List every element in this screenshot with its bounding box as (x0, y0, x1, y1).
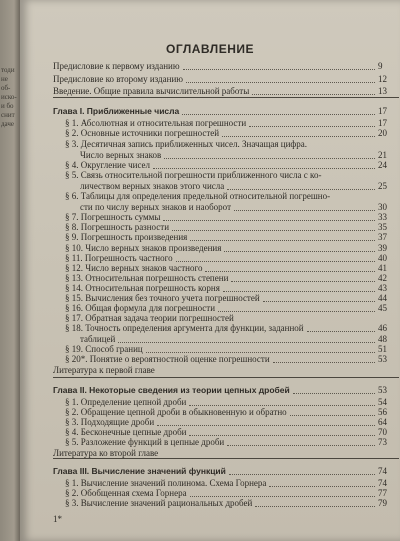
dot-leader (118, 334, 375, 343)
toc-page-number: 21 (378, 150, 387, 160)
dot-leader (293, 385, 375, 394)
toc-page-number: 17 (378, 118, 387, 128)
dot-leader (227, 437, 375, 446)
toc-entry: § 10. Число верных знаков произведения (65, 243, 222, 253)
toc-entry: Литература к первой главе (53, 365, 155, 375)
toc-page-number: 33 (378, 212, 387, 222)
toc-page-number: 40 (378, 253, 387, 263)
toc-page-number: 12 (378, 74, 387, 84)
toc-page-number: 54 (378, 397, 387, 407)
toc-page-number: 25 (378, 181, 387, 191)
toc-chapter-heading: Глава II. Некоторые сведения из теории цепных дробей (53, 385, 290, 395)
toc-entry: § 17. Обратная задача теории погрешностей (65, 313, 234, 323)
previous-page-text: тоди (1, 66, 15, 74)
dot-leader (190, 232, 375, 241)
toc-entry: § 6. Таблицы для определения предельной относительной погрешно- (65, 191, 331, 201)
toc-entry: § 8. Погрешность разности (65, 222, 170, 232)
toc-page-number: 41 (378, 263, 387, 273)
dot-leader (182, 106, 375, 115)
page-title: ОГЛАВЛЕНИЕ (165, 42, 254, 56)
previous-page-text: даче (1, 120, 15, 128)
toc-page-number: 74 (378, 466, 387, 476)
toc-page-number: 48 (378, 334, 387, 344)
toc-entry: § 1. Абсолютная и относительная погрешности (65, 118, 247, 128)
dot-leader (263, 293, 375, 302)
dot-leader (234, 202, 375, 211)
toc-page-number: 64 (378, 417, 387, 427)
dot-leader (307, 323, 375, 332)
toc-entry: § 2. Обращение цепной дроби в обыкновенную и обратно (65, 407, 287, 417)
toc-page-number: 79 (378, 498, 387, 508)
previous-page-text: об- (1, 84, 11, 92)
dot-leader (189, 397, 375, 406)
dot-leader (227, 181, 375, 190)
toc-entry: Литература ко второй главе (53, 448, 159, 458)
toc-entry: § 4. Округление чисел (65, 160, 151, 170)
dot-leader (224, 243, 375, 252)
dot-leader (231, 273, 375, 282)
toc-entry: § 18. Точность определения аргумента для функции, заданной (65, 323, 304, 333)
toc-chapter-heading: Глава III. Вычисление значений функций (53, 466, 226, 476)
toc-entry: § 4. Бесконечные цепные дроби (65, 427, 187, 437)
dot-leader (183, 61, 375, 70)
toc-page-number: 51 (378, 344, 387, 354)
toc-chapter-heading: Глава I. Приближенные числа (53, 106, 180, 116)
toc-entry: § 7. Погрешность суммы (65, 212, 161, 222)
toc-entry: § 1. Вычисление значений полинома. Схема Горнера (65, 478, 267, 488)
toc-entry: § 16. Общая формула для погрешности (65, 303, 216, 313)
dot-leader (255, 498, 375, 507)
dot-leader (223, 283, 375, 292)
section-divider (53, 97, 399, 98)
toc-entry: § 5. Разложение функций в цепные дроби (65, 437, 225, 447)
toc-page-number: 30 (378, 202, 387, 212)
toc-entry: § 9. Погрешность произведения (65, 232, 188, 242)
previous-page-text: снит (1, 111, 15, 119)
toc-entry: § 13. Относительная погрешность степени (65, 273, 229, 283)
toc-entry: личеством верных знаков этого числа (80, 181, 225, 191)
dot-leader (153, 160, 375, 169)
dot-leader (172, 222, 375, 231)
toc-page-number: 70 (378, 427, 387, 437)
toc-page-number: 45 (378, 303, 387, 313)
toc-page-number: 35 (378, 222, 387, 232)
toc-page-number: 74 (378, 478, 387, 488)
toc-page-number: 39 (378, 243, 387, 253)
dot-leader (252, 86, 375, 95)
toc-entry: § 15. Вычисления без точного учета погрешностей (65, 293, 260, 303)
dot-leader (164, 150, 375, 159)
dot-leader (249, 118, 375, 127)
dot-leader (222, 128, 375, 137)
toc-entry: § 3. Вычисление значений рациональных дробей (65, 498, 253, 508)
dot-leader (190, 488, 375, 497)
toc-entry: Предисловие ко второму изданию (53, 74, 183, 84)
toc-entry: Предисловие к первому изданию (53, 61, 180, 71)
book-page (20, 0, 400, 541)
dot-leader (229, 466, 375, 475)
toc-page-number: 43 (378, 283, 387, 293)
toc-page-number: 20 (378, 128, 387, 138)
dot-leader (157, 417, 375, 426)
toc-page-number: 77 (378, 488, 387, 498)
toc-entry: § 12. Число верных знаков частного (65, 263, 203, 273)
signature-mark: 1* (53, 514, 62, 524)
toc-page-number: 53 (378, 385, 387, 395)
toc-entry: § 5. Связь относительной погрешности приближенного числа с ко- (65, 170, 322, 180)
section-divider (53, 377, 399, 378)
toc-entry: Число верных знаков (80, 150, 162, 160)
toc-entry: § 20*. Понятие о вероятностной оценке погрешности (65, 354, 270, 364)
dot-leader (290, 407, 375, 416)
section-divider (53, 458, 399, 459)
dot-leader (218, 303, 375, 312)
dot-leader (186, 74, 375, 83)
toc-page-number: 44 (378, 293, 387, 303)
toc-page-number: 13 (378, 86, 387, 96)
toc-entry: § 2. Основные источники погрешностей (65, 128, 220, 138)
toc-page-number: 73 (378, 437, 387, 447)
dot-leader (189, 427, 375, 436)
previous-page-text: не (1, 75, 8, 83)
toc-page-number: 42 (378, 273, 387, 283)
toc-entry: § 3. Подходящие дроби (65, 417, 155, 427)
previous-page-text: иско- (1, 93, 17, 101)
toc-entry: сти по числу верных знаков и наоборот (80, 202, 231, 212)
dot-leader (205, 263, 375, 272)
toc-page-number: 46 (378, 323, 387, 333)
dot-leader (163, 212, 375, 221)
dot-leader (146, 344, 375, 353)
dot-leader (269, 478, 375, 487)
toc-entry: § 3. Десятичная запись приближенных чисел. Значащая цифра. (65, 139, 307, 149)
toc-entry: § 2. Обобщенная схема Горнера (65, 488, 187, 498)
toc-page-number: 56 (378, 407, 387, 417)
previous-page-edge (0, 0, 20, 541)
dot-leader (273, 354, 375, 363)
toc-entry: § 11. Погрешность частного (65, 253, 173, 263)
toc-entry: Введение. Общие правила вычислительной работы (53, 86, 250, 96)
toc-page-number: 37 (378, 232, 387, 242)
toc-entry: таблицей (80, 334, 116, 344)
toc-entry: § 14. Относительная погрешность корня (65, 283, 220, 293)
dot-leader (176, 253, 375, 262)
toc-page-number: 24 (378, 160, 387, 170)
toc-entry: § 1. Определение цепной дроби (65, 397, 187, 407)
toc-entry: § 19. Способ границ (65, 344, 143, 354)
toc-page-number: 53 (378, 354, 387, 364)
toc-page-number: 9 (378, 61, 383, 71)
toc-page-number: 17 (378, 106, 387, 116)
previous-page-text: и бо (1, 102, 14, 110)
